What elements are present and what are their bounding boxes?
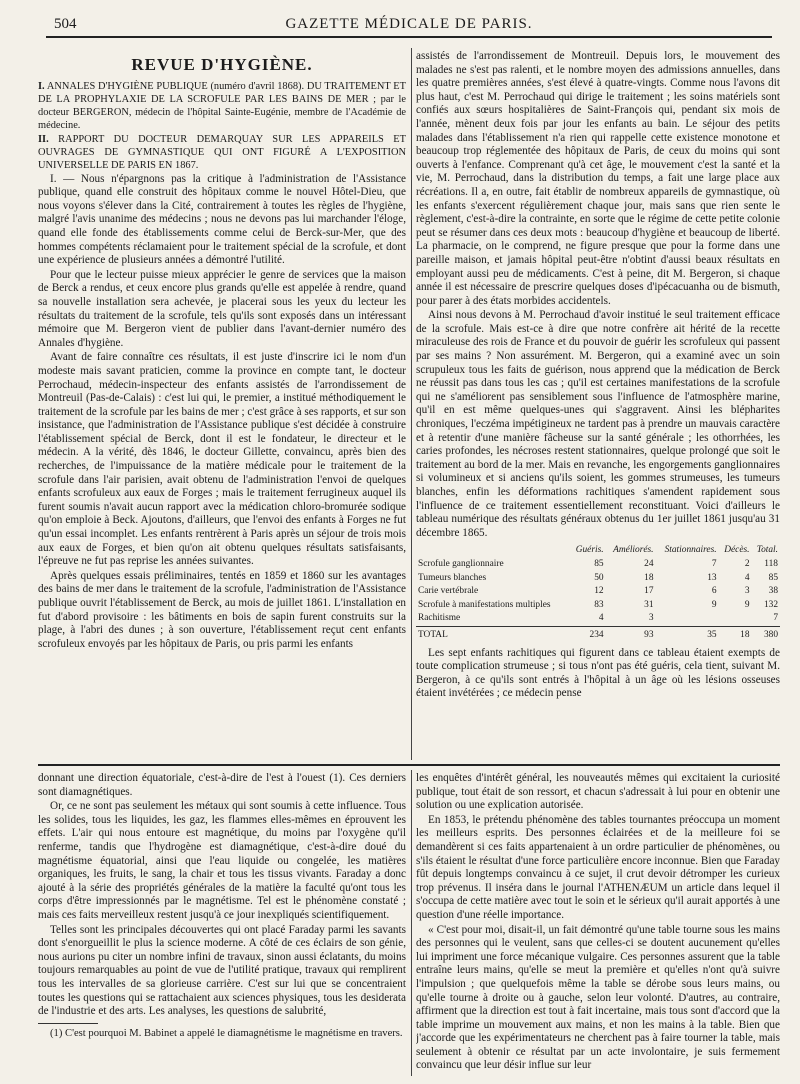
paragraph: En 1853, le prétendu phénomène des tables tournantes préoccupa un moment les meilleurs esprits. Des personnes éclairées et de la meilleure foi se demandèrent si ces faits appartenaient à un ordre particulier de phénomènes, ou s'ils étaient le résultat d'une force particulière encore inconnue. Bien que Faraday fût depuis longtemps convaincu à ce sujet, il crut devoir détromper les curieux trop prévenus. Il inséra dans le journal l'ATHENÆUM un article dans lequel il s'occupa de cette matière avec tout le soin et le sérieux qu'il aurait apportés à une question d'une réelle importance. <box>416 813 780 921</box>
paragraph: Or, ce ne sont pas seulement les métaux qui sont soumis à cette influence. Tous les solides, tous les liquides, les gaz, les flammes elles-mêmes en éprouvent les effets. L'air qui nous entoure est magnétique, du moins par l'oxygène qu'il renferme, tandis que l'hydrogène est diamagnétique, c'est-à-dire doué du magnétisme équatorial, ainsi que l'eau liquide ou congelée, les matières organiques, les fruits, le sang, la chair et tous les tissus vivants. Faraday a donc ajouté à la série des propriétés générales de la matière la faculté qu'ont tous les corps d'être impressionnés par le magnétisme. Tel est le phénomène constaté ; mais ces faits merveilleux restent jusqu'à ce jour inexpliqués scientifiquement. <box>38 800 406 921</box>
column-header: Décès. <box>724 545 750 556</box>
column-header: Total. <box>756 545 778 556</box>
toc-item: I. ANNALES D'HYGIÈNE PUBLIQUE (numéro d'avril 1868). DU TRAITEMENT ET DE LA PROPHYLAXIE DE LA SCROFULE PAR LES BAINS DE MER ; par le docteur BERGERON, médecin de l'hôpital Sainte-Eugénie, membre de l'Académie de médecine. <box>38 80 406 131</box>
paragraph: Avant de faire connaître ces résultats, il est juste d'inscrire ici le nom d'un modeste mais savant praticien, comme la province en compte tant, le docteur Perrochaud, médecin-inspecteur des enfants assistés de l'arrondissement de Montreuil (Pas-de-Calais) : c'est lui qui, le premier, a institué méthodiquement le traitement de la scrofule par les bains de mer ; c'est grâce à ses rapports, et sur son insistance, que l'administration de l'Assistance publique s'est décidée à construire l'établissement spécial de Berck, dont il est le fondateur, le directeur et le médecin. A la vérité, dès 1846, le docteur Gillette, convaincu, après bien des recherches, de l'impuissance de la matière médicale pour le traitement de la scrofule dans l'air parisien, avait obtenu de l'administration l'envoi de quelques enfants scrofuleux aux eaux de Forges ; mais le traitement ferrugineux auquel ils furent soumis n'avait aucun rapport avec la médication chloro-bromurée sodique qu'on emploie à Beck. Ajoutons, d'ailleurs, que l'envoi des enfants à Forges ne fut qu'un essai incomplet. Les enfants rentrèrent à Paris après un séjour de trois mois aux eaux de Forges, et bien qu'on ait obtenu quelques résultats satisfaisants, l'épreuve ne fut pas reprise les années suivantes. <box>38 351 406 568</box>
paragraph: Après quelques essais préliminaires, tentés en 1859 et 1860 sur les avantages des bains de mer dans le traitement de la scrofule, l'administration de l'Assistance publique ouvrit l'établissement de Berck, au mois de juillet 1861. L'installation en fut d'abord provisoire : les bâtiments en bois de sapin furent construits sur la plage, à l'abri des dunes ; à son ouverture, l'établissement reçut cent enfants scrofuleux envoyés par les hôpitaux de Paris, ou pris parmi les enfants <box>38 569 406 650</box>
paragraph: Telles sont les principales découvertes qui ont placé Faraday parmi les savants dont s'enorgueillit le plus la science moderne. A côté de ces éclairs de son génie, nous aurions pu citer un nombre infini de travaux, sinon aussi éclatants, du moins toujours remarquables au point de vue de l'utilité pratique, travaux qui remplirent tous les intervalles de sa glorieuse carrière. C'est sur lui que se concentraient toutes les questions qui se rattachaient aux sciences physiques, tous les desiderata de l'industrie et des arts. Les analyses, les questions de salubrité, <box>38 923 406 1018</box>
toc-item: II. RAPPORT DU DOCTEUR DEMARQUAY SUR LES APPAREILS ET OUVRAGES DE GYMNASTIQUE QUI ONT FIGURÉ A L'EXPOSITION UNIVERSELLE DE PARIS EN 1867. <box>38 133 406 171</box>
paragraph: Ainsi nous devons à M. Perrochaud d'avoir institué le seul traitement efficace de la scrofule. Mais est-ce à dire que notre confrère ait hérité de la recette miraculeuse des rois de France et du pouvoir de guérir les scrofuleux qui passent par ses mains ? Non assurément. M. Bergeron, qui a examiné avec un soin scrupuleux tous les faits de guérison, nous apprend que la médication de Berck ne réussit pas dans tous les cas ; qu'il est certaines manifestations de la scrofule qui ne s'améliorent pas sensiblement sous l'influence de l'atmosphère marine, qu'il en est même quelques-unes qui s'aggravent. Ainsi les blépharites chroniques, l'eczéma impétigineux ne tardent pas à prendre un mauvais caractère et à retentir d'une manière fâcheuse sur la santé générale ; les othorrhées, les caries profondes, les nécroses restent stationnaires, quelque prolongé que soit le traitement au bord de la mer. Mais en revanche, les engorgements ganglionnaires si volumineux et si anciens qu'ils soient, les gommes strumeuses, les tumeurs blanches, enfin les déformations rachitiques s'amendent rapidement sous l'influence de ce traitement essentiellement reconstituant. Voici d'ailleurs le tableau numérique des résultats généraux obtenus du 1er juillet 1861 jusqu'au 31 décembre 1865. <box>416 309 780 539</box>
column-divider <box>411 770 412 1076</box>
paragraph: Pour que le lecteur puisse mieux apprécier le genre de services que la maison de Berck a rendus, et ceux encore plus grands qu'elle est appelée à rendre, quand sa nouvelle installation sera achevée, je placerai sous les yeux du lecteur les résultats du traitement de la scrofule, tels qu'ils sont exposés dans un intéressant mémoire que M. Bergeron vient de publier dans l'avant-dernier numéro des Annales d'hygiène. <box>38 268 406 349</box>
table-row: Scrofule à manifestations multiples 83 31 9 9 132 <box>418 599 778 610</box>
column-divider <box>411 48 412 760</box>
section-title: REVUE D'HYGIÈNE. <box>131 55 313 74</box>
table-row: Carie vertébrale 12 17 6 3 38 <box>418 586 778 597</box>
table-row: Tumeurs blanches 50 18 13 4 85 <box>418 572 778 583</box>
journal-title: GAZETTE MÉDICALE DE PARIS. <box>285 16 533 32</box>
page-number: 504 <box>54 16 77 32</box>
table-header-row <box>416 544 780 558</box>
section-separator <box>38 764 780 766</box>
column-header: Stationnaires. <box>664 545 717 556</box>
footnote: (1) C'est pourquoi M. Babinet a appelé le diamagnétisme le magnétisme en travers. <box>50 1027 403 1039</box>
bottom-right-column <box>416 772 780 1078</box>
paragraph: les enquêtes d'intérêt général, les nouveautés mêmes qui excitaient la curiosité publique, tout était de son ressort, et chacun s'adressait à lui pour en obtenir une solution ou une explication autorisée. <box>416 772 780 812</box>
paragraph: donnant une direction équatoriale, c'est-à-dire de l'est à l'ouest (1). Ces derniers sont diamagnétiques. <box>38 772 406 798</box>
table-row: Rachitisme 4 3 7 <box>418 613 778 624</box>
page-header <box>46 14 772 38</box>
bottom-left-column <box>38 772 406 1058</box>
table-row: Scrofule ganglionnaire 85 24 7 2 118 <box>418 558 778 569</box>
top-left-column <box>38 50 406 757</box>
paragraph: assistés de l'arrondissement de Montreuil. Depuis lors, le mouvement des malades ne s'est pas ralenti, et le nombre moyen des admissions annuelles, dans les quatre premières années, s'est élevé à quatre-vingts. Comme nous l'avons dit plus haut, c'est M. Perrochaud qui dirige le traitement ; les soins matériels sont confiés aux sœurs hospitalières de Saint-François qui, pendant six mois de l'année, mènent deux fois par jour les enfants au bain. Le séjour des petits malades dans l'établissement n'a rien qui rappelle cette existence monotone et beaucoup trop réglementée des hôpitaux de Paris, de ceux du moins qui sont ouverts à l'enfance. Comprenant qu'à cet âge, le mouvement c'est la santé et la vie, M. Perrochaud, dans la distribution du temps, a fait une large place aux récréations. Il a, en outre, fait établir de nombreux appareils de gymnastique, où les enfants s'exercent régulièrement chaque jour, mais sans que rien sente le règlement, c'est-à-dire la contrainte, en sorte que le régime de cette petite colonie peut se résumer dans ces deux mots : beaucoup d'hygiène et beaucoup de liberté. La pharmacie, on le comprend, ne figure presque que pour la forme dans une pareille maison, et jamais hôpital peut-être n'obtint d'aussi beaux résultats en employant aussi peu de médicaments. C'est à peine, dit M. Bergeron, si chaque année il est nécessaire de prescrire quelques doses d'ipécacuanha ou de bismuth, pour parer à des états morbides accidentels. <box>416 50 780 307</box>
footnote-separator <box>38 1023 98 1024</box>
paragraph: « C'est pour moi, disait-il, un fait démontré qu'une table tourne sous les mains des personnes qui le veulent, sans que celles-ci se doutent aucunement qu'elles lui impriment une force mécanique vulgaire. Ces personnes assurent que la table entraîne leurs mains, qu'elle se meut la première et qu'elles n'ont qu'à suivre l'impulsion ; que quelquefois même la table se dérobe sous leurs mains, ou qu'elle tourne à droite ou à gauche, selon leur volonté. D'autres, au contraire, affirment que la direction est tout à fait incertaine, mais tous sont d'accord que la table imprime un mouvement aux mains, et non les mains à la table. Bien que j'accorde que les expérimentateurs ne cherchent pas à faire tourner la table, mais seulement à obtenir ce résultat par un acte involontaire, je suis fermement convaincu que leur désir influe sur leur <box>416 923 780 1072</box>
column-header: Améliorés. <box>613 545 654 556</box>
results-table <box>416 544 780 642</box>
column-header: Guéris. <box>575 545 604 556</box>
paragraph: I. — Nous n'épargnons pas la critique à l'administration de l'Assistance publique, quand elle construit des hôpitaux comme le nouvel Hôtel-Dieu, que nous voyons s'élever dans la Cité, contrairement à toutes les règles de l'hygiène, malgré l'avis unanime des médecins ; nous ne devons pas lui marchander l'éloge, quand elle fonde des établissements comme celui de Berck-sur-Mer, que des hommes compétents réclamaient pour le traitement spécial de la scrofule, et dont une expérience de plusieurs années a démontré l'utilité. <box>38 172 406 267</box>
top-right-column <box>416 50 780 757</box>
table-total-row: TOTAL 234 93 35 18 380 <box>416 626 780 642</box>
paragraph: Les sept enfants rachitiques qui figurent dans ce tableau étaient exempts de toute complication strumeuse ; si tous n'ont pas été guéris, cela tient, suivant M. Bergeron, à ce qu'ils sont entrés à l'hôpital à un âge où les lésions osseuses étaient invétérées ; ce médecin pense <box>416 646 780 700</box>
